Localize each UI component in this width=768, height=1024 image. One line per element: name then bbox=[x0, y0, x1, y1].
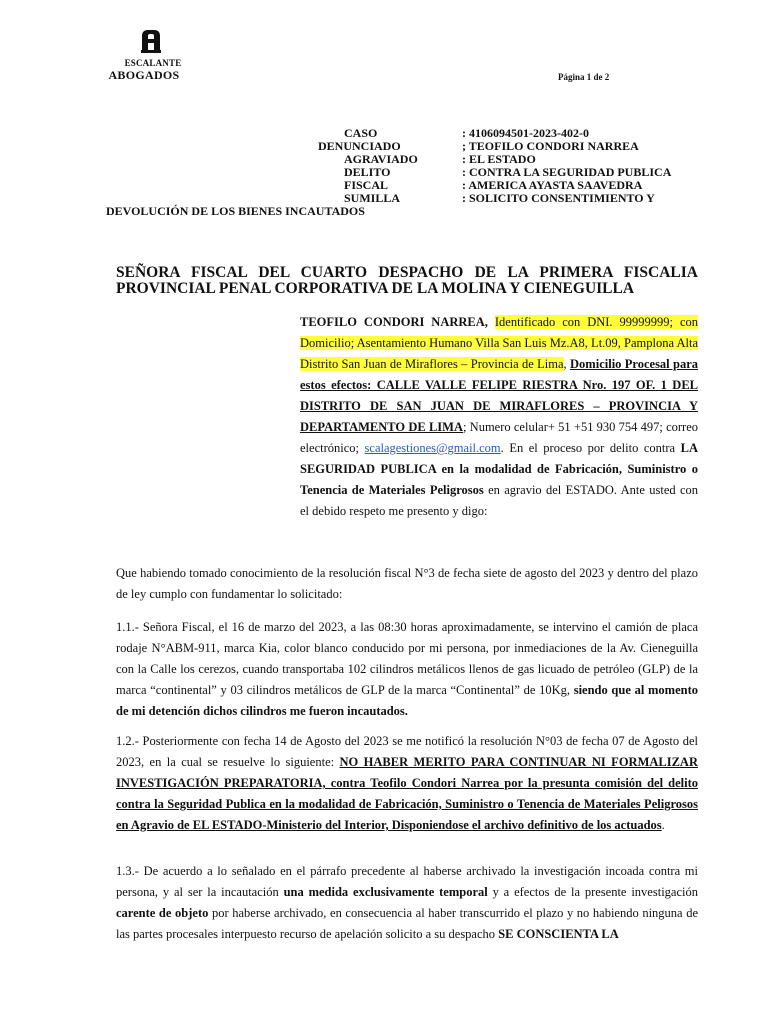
addressee-line1: SEÑORA FISCAL DEL CUARTO DESPACHO DE LA PRIMERA FISCALIA bbox=[116, 264, 698, 281]
delito-value: : CONTRA LA SEGURIDAD PUBLICA bbox=[462, 165, 672, 179]
agraviado-value: : EL ESTADO bbox=[462, 152, 536, 166]
caso-label: CASO bbox=[344, 126, 378, 140]
fiscal-value: : AMERICA AYASTA SAAVEDRA bbox=[462, 178, 643, 192]
page-number: Página 1 de 2 bbox=[558, 72, 610, 82]
fiscal-label: FISCAL bbox=[344, 178, 389, 192]
sumilla-label: SUMILLA bbox=[344, 191, 401, 205]
agraviado-label: AGRAVIADO bbox=[344, 152, 418, 166]
denunciado-label: DENUNCIADO bbox=[318, 139, 401, 153]
addressee-line2: PROVINCIAL PENAL CORPORATIVA DE LA MOLINA Y CIENEGUILLA bbox=[116, 280, 635, 297]
paragraph-1-2: 1.2.- Posteriormente con fecha 14 de Agosto del 2023 se me notificó la resolución N°03 de fecha 07 de Agosto del 2023, en la cual se resuelve lo siguiente: NO HABER MERITO PARA CONTINUAR NI FORMALIZAR INVESTIGACIÓN PREPARATORIA, contra Teofilo Condori Narrea por la presunta comisión del delito contra la Seguridad Publica en la modalidad de Fabricación, Suministro o Tenencia de Materiales Peligrosos en Agravio de EL ESTADO-Ministerio del Interior, Disponiendose el archivo definitivo de los actuados. bbox=[116, 734, 698, 832]
procedural-address: Domicilio Procesal para estos efectos: CALLE VALLE FELIPE RIESTRA Nro. 197 OF. 1 DEL DISTRITO DE SAN JUAN DE MIRAFLORES – PROVINCIA Y DEPARTAMENTO DE LIMA bbox=[300, 357, 699, 434]
denunciado-value: ; TEOFILO CONDORI NARREA bbox=[462, 139, 639, 153]
email-link[interactable]: scalagestiones@gmail.com bbox=[364, 441, 501, 455]
paragraph-intro: Que habiendo tomado conocimiento de la resolución fiscal N°3 de fecha siete de agosto del 2023 y dentro del plazo de ley cumplo con fundamentar lo solicitado: bbox=[116, 566, 698, 601]
contact-info: ; Numero celular+ 51 +51 930 754 497; correo electrónico; bbox=[300, 420, 699, 455]
delito-label: DELITO bbox=[344, 165, 391, 179]
sumilla-value: : SOLICITO CONSENTIMIENTO Y bbox=[462, 191, 655, 205]
paragraph-1-1-bold: siendo que al momento de mi detención dichos cilindros me fueron incautados. bbox=[116, 683, 698, 718]
resolution-text: NO HABER MERITO PARA CONTINUAR NI FORMALIZAR INVESTIGACIÓN PREPARATORIA, contra Teofilo Condori Narrea por la presunta comisión del delito contra la Seguridad Publica en la modalidad de Fabricación, Suministro o Tenencia de Materiales Peligrosos en Agravio de EL ESTADO-Ministerio del Interior, Disponiendose el archivo definitivo de los actuados bbox=[116, 755, 698, 832]
paragraph-1-3: 1.3.- De acuerdo a lo señalado en el párrafo precedente al haberse archivado la investigación incoada contra mi persona, y al ser la incautación una medida exclusivamente temporal y a efectos de la presente investigación carente de objeto por haberse archivado, en consecuencia al haber transcurrido el plazo y no habiendo ninguna de las partes procesales interpuesto recurso de apelación solicito a su despacho SE CONSCIENTA LA bbox=[116, 864, 698, 941]
firm-logo-icon bbox=[139, 28, 163, 54]
document-addressee bbox=[116, 265, 698, 297]
petitioner-intro: TEOFILO CONDORI NARREA, Identificado con DNI. 99999999; con Domicilio; Asentamiento Humano Villa San Luis Mz.A8, Lt.09, Pamplona Alta Distrito San Juan de Miraflores – Provincia de Lima, Domicilio Procesal para estos efectos: CALLE VALLE FELIPE RIESTRA Nro. 197 OF. 1 DEL DISTRITO DE SAN JUAN DE MIRAFLORES – PROVINCIA Y DEPARTAMENTO DE LIMA; Numero celular+ 51 +51 930 754 497; correo electrónico; scalagestiones@gmail.com. En el proceso por delito contra LA SEGURIDAD PUBLICA en la modalidad de Fabricación, Suministro o Tenencia de Materiales Peligrosos en agravio del ESTADO. Ante usted con el debido respeto me presento y digo: bbox=[300, 315, 699, 518]
paragraph-1-1: 1.1.- Señora Fiscal, el 16 de marzo del 2023, a las 08:30 horas aproximadamente, se intervino el camión de placa rodaje N°ABM-911, marca Kia, color blanco conducido por mi persona, por inmediaciones de la Av. Cieneguilla con la Calle los cerezos, cuando transportaba 102 cilindros metálicos llenos de gas licuado de petróleo (GLP) de la marca “continental” y 03 cilindros metálicos de GLP de la marca “Continental” de 10Kg, siendo que al momento de mi detención dichos cilindros me fueron incautados. bbox=[116, 620, 698, 718]
firm-name-line2: ABOGADOS bbox=[108, 68, 180, 82]
crime-description: LA SEGURIDAD PUBLICA en la modalidad de Fabricación, Suministro o Tenencia de Materiales Peligrosos bbox=[300, 441, 698, 497]
petitioner-name: TEOFILO CONDORI NARREA, bbox=[300, 315, 488, 329]
petitioner-id-address: Identificado con DNI. 99999999; con Domicilio; Asentamiento Humano Villa San Luis Mz.A8, Lt.09, Pamplona Alta Distrito San Juan de Miraflores – Provincia de Lima bbox=[300, 315, 698, 371]
caso-value: : 4106094501-2023-402-0 bbox=[462, 126, 589, 140]
firm-name-line1: ESCALANTE bbox=[124, 58, 182, 68]
sumilla-continuation: DEVOLUCIÓN DE LOS BIENES INCAUTADOS bbox=[106, 204, 365, 218]
